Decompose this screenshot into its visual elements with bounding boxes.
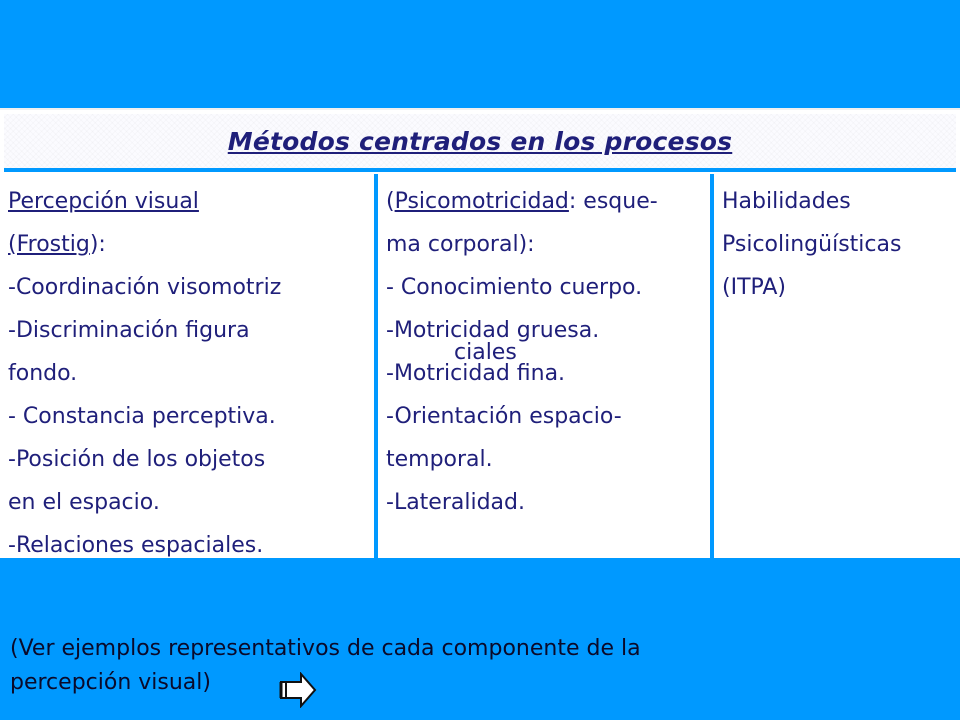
table-title: Métodos centrados en los procesos [227, 126, 733, 156]
table-line [8, 395, 374, 438]
text-segment: Psicolingüísticas [722, 232, 902, 257]
table-line [386, 481, 710, 524]
table-line [8, 266, 374, 309]
table-line [722, 180, 960, 223]
overlapping-text: ciales [454, 340, 517, 365]
text-segment: ( [386, 189, 395, 214]
table-line [8, 180, 374, 223]
table-line [386, 352, 710, 395]
footer-line-2: percepción visual) [10, 670, 211, 695]
text-segment: ma corporal): [386, 232, 535, 257]
underlined-text: Percepción visual [8, 189, 199, 214]
table-title-row [4, 114, 956, 172]
text-segment: - Conocimiento cuerpo. [386, 275, 643, 300]
text-segment: (ITPA) [722, 275, 787, 300]
text-segment: -Coordinación visomotriz [8, 275, 282, 300]
text-segment: -Relaciones espaciales. [8, 533, 264, 558]
text-segment: -Motricidad gruesa. [386, 318, 600, 343]
table-line [8, 309, 374, 352]
column-psycholinguistics [714, 174, 960, 558]
table-line [386, 309, 710, 352]
footer-note [10, 632, 830, 700]
table-line [8, 352, 374, 395]
text-segment: -Discriminación figura [8, 318, 250, 343]
text-segment: -Orientación espacio- [386, 404, 622, 429]
table-line [386, 395, 710, 438]
column-psychomotricity [378, 174, 714, 558]
column-lines [714, 174, 960, 309]
table-line [722, 223, 960, 266]
right-arrow-icon[interactable] [279, 672, 317, 708]
text-segment: -Lateralidad. [386, 490, 525, 515]
text-segment: en el espacio. [8, 490, 160, 515]
text-segment: -Motricidad fina. [386, 361, 566, 386]
column-perception [0, 174, 378, 558]
table-line [386, 180, 710, 223]
text-segment: ): [89, 232, 106, 257]
methods-table [0, 108, 960, 562]
text-segment: - Constancia perceptiva. [8, 404, 276, 429]
table-line [8, 223, 374, 266]
column-lines [0, 174, 374, 558]
text-segment: fondo. [8, 361, 78, 386]
underlined-text: Psicomotricidad [394, 189, 569, 214]
text-segment: Habilidades [722, 189, 851, 214]
table-line [8, 481, 374, 524]
table-line [386, 223, 710, 266]
table-line [386, 438, 710, 481]
text-segment: temporal. [386, 447, 493, 472]
table-line [8, 524, 374, 558]
text-segment: -Posición de los objetos [8, 447, 266, 472]
table-line [8, 438, 374, 481]
underlined-text: (Frostig [8, 232, 90, 257]
column-lines [378, 174, 710, 524]
table-line [386, 266, 710, 309]
text-segment: : esque- [568, 189, 658, 214]
table-line [722, 266, 960, 309]
footer-line-1: (Ver ejemplos representativos de cada componente de la [10, 636, 641, 661]
